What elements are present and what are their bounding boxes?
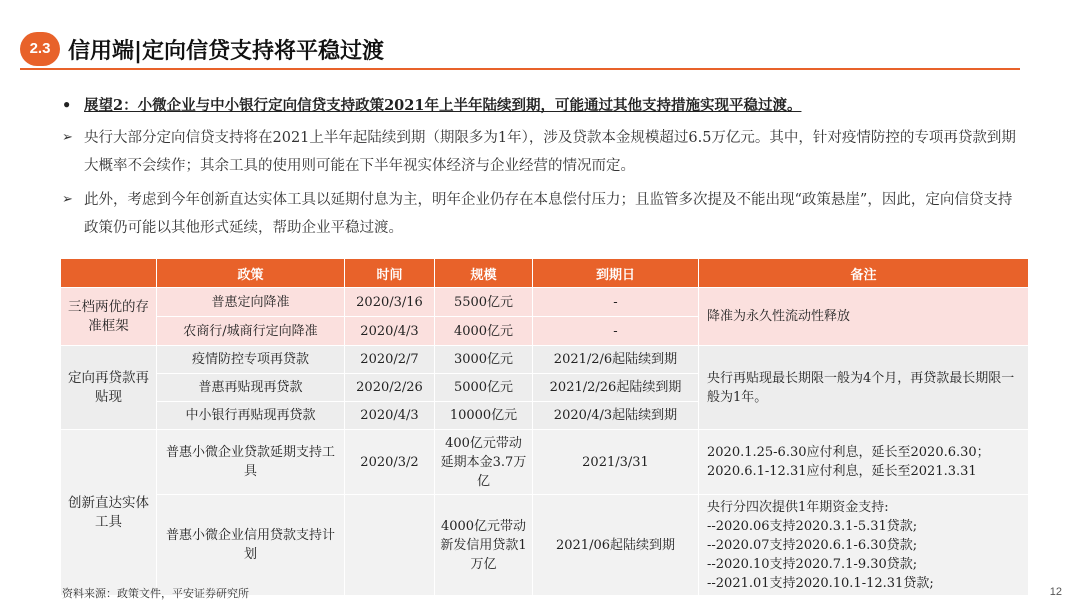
category-cell: 三档两优的存准框架 xyxy=(61,288,157,346)
policy-cell: 中小银行再贴现再贷款 xyxy=(157,402,345,430)
bullet-section xyxy=(62,94,1022,242)
time-cell: 2020/4/3 xyxy=(345,317,435,346)
time-cell: 2020/3/2 xyxy=(345,430,435,495)
scale-cell: 10000亿元 xyxy=(435,402,533,430)
note-line: --2020.10支持2020.7.1-9.30贷款; xyxy=(707,556,918,572)
scale-cell: 4000亿元带动新发信用贷款1万亿 xyxy=(435,495,533,596)
header-policy: 政策 xyxy=(157,259,345,288)
policy-cell: 农商行/城商行定向降准 xyxy=(157,317,345,346)
time-cell: 2020/2/26 xyxy=(345,374,435,402)
source-note: 资料来源：政策文件，平安证券研究所 xyxy=(62,587,249,600)
category-cell: 定向再贷款再贴现 xyxy=(61,346,157,430)
table-row xyxy=(61,430,1029,495)
header-divider xyxy=(20,68,1020,70)
policy-cell: 普惠小微企业贷款延期支持工具 xyxy=(157,430,345,495)
page-number: 12 xyxy=(1049,586,1062,598)
slide-title: 信用端|定向信贷支持将平稳过渡 xyxy=(68,39,385,64)
note-line: --2020.07支持2020.6.1-6.30贷款; xyxy=(707,537,918,553)
time-cell: 2020/3/16 xyxy=(345,288,435,317)
expiry-cell: 2021/2/6起陆续到期 xyxy=(533,346,699,374)
table-row xyxy=(61,346,1029,374)
expiry-cell: 2021/2/26起陆续到期 xyxy=(533,374,699,402)
note-line: 央行分四次提供1年期资金支持: xyxy=(707,499,889,515)
sub-bullet-2-text: 此外，考虑到今年创新直达实体工具以延期付息为主，明年企业仍存在本息偿付压力；且监管多次提及不能出现“政策悬崖”，因此，定向信贷支持政策仍可能以其他形式延续，帮助企业平稳过渡。 xyxy=(84,192,1013,236)
policy-cell: 普惠再贴现再贷款 xyxy=(157,374,345,402)
note-cell: 央行再贴现最长期限一般为4个月，再贷款最长期限一般为1年。 xyxy=(699,346,1029,430)
time-cell xyxy=(345,495,435,596)
scale-cell: 5500亿元 xyxy=(435,288,533,317)
scale-cell: 3000亿元 xyxy=(435,346,533,374)
note-cell: 降准为永久性流动性释放 xyxy=(699,288,1029,346)
note-cell xyxy=(699,495,1029,596)
scale-cell: 4000亿元 xyxy=(435,317,533,346)
main-bullet xyxy=(62,94,1022,118)
expiry-cell: - xyxy=(533,317,699,346)
note-line: 2020.6.1-12.31应付利息，延长至2021.3.31 xyxy=(707,464,977,479)
arrow-bullet-icon: ➢ xyxy=(62,192,73,207)
policy-cell: 普惠小微企业信用贷款支持计划 xyxy=(157,495,345,596)
expiry-cell: 2021/06起陆续到期 xyxy=(533,495,699,596)
category-cell: 创新直达实体工具 xyxy=(61,430,157,596)
expiry-cell: - xyxy=(533,288,699,317)
sub-bullet-1 xyxy=(62,124,1022,180)
scale-cell: 5000亿元 xyxy=(435,374,533,402)
time-cell: 2020/4/3 xyxy=(345,402,435,430)
header-category xyxy=(61,259,157,288)
time-cell: 2020/2/7 xyxy=(345,346,435,374)
note-line: --2021.01支持2020.10.1-12.31贷款; xyxy=(707,575,934,591)
header-expiry: 到期日 xyxy=(533,259,699,288)
arrow-bullet-icon: ➢ xyxy=(62,130,73,145)
main-bullet-text: 展望2：小微企业与中小银行定向信贷支持政策2021年上半年陆续到期，可能通过其他支持措施实现平稳过渡。 xyxy=(84,97,802,114)
table-header-row xyxy=(61,259,1029,288)
expiry-cell: 2021/3/31 xyxy=(533,430,699,495)
section-number-badge: 2.3 xyxy=(20,32,60,66)
slide-header xyxy=(20,30,1020,70)
policy-cell: 疫情防控专项再贷款 xyxy=(157,346,345,374)
note-line: 2020.1.25-6.30应付利息，延长至2020.6.30； xyxy=(707,445,990,460)
header-time: 时间 xyxy=(345,259,435,288)
sub-bullet-1-text: 央行大部分定向信贷支持将在2021上半年起陆续到期（期限多为1年），涉及贷款本金规模超过6.5万亿元。其中，针对疫情防控的专项再贷款到期大概率不会续作；其余工具的使用则可能在下半年视实体经济与企业经营的情况而定。 xyxy=(84,130,1016,174)
table-row xyxy=(61,495,1029,596)
header-notes: 备注 xyxy=(699,259,1029,288)
scale-cell: 400亿元带动延期本金3.7万亿 xyxy=(435,430,533,495)
bullet-dot-icon: • xyxy=(62,97,72,114)
note-line: --2020.06支持2020.3.1-5.31贷款; xyxy=(707,518,918,534)
sub-bullet-2 xyxy=(62,186,1022,242)
policy-cell: 普惠定向降准 xyxy=(157,288,345,317)
expiry-cell: 2020/4/3起陆续到期 xyxy=(533,402,699,430)
table-row xyxy=(61,288,1029,317)
note-cell xyxy=(699,430,1029,495)
policy-table xyxy=(60,258,1029,596)
header-scale: 规模 xyxy=(435,259,533,288)
